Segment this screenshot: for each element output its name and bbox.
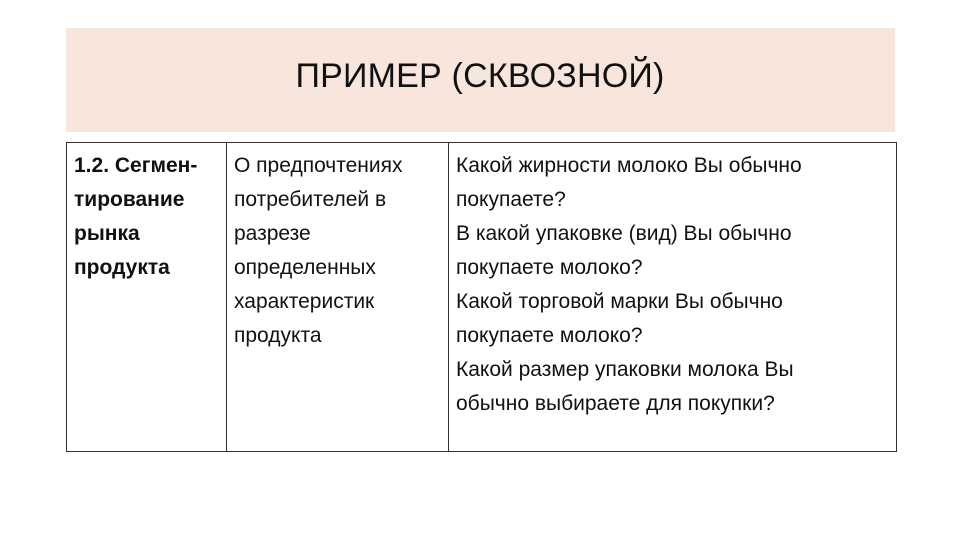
question-line: покупаете молоко? [456, 324, 643, 347]
preferences-line: О предпочтениях [234, 154, 403, 177]
question-line: Какой торговой марки Вы обычно [456, 290, 783, 313]
preferences-line: разрезе [234, 222, 311, 245]
question-line: Какой жирности молоко Вы обычно [456, 154, 802, 177]
segment-line: 1.2. Сегмен- [74, 154, 198, 177]
question-line: Какой размер упаковки молока Вы [456, 358, 794, 381]
segment-cell [67, 143, 227, 452]
question-line: обычно выбираете для покупки? [456, 392, 775, 415]
question-line: покупаете молоко? [456, 256, 643, 279]
example-table [66, 142, 897, 452]
preferences-line: характеристик [234, 290, 375, 313]
preferences-line: определенных [234, 256, 376, 279]
segment-line: рынка [74, 222, 140, 245]
table-row [67, 143, 897, 452]
slide-title: ПРИМЕР (СКВОЗНОЙ) [295, 57, 665, 95]
questions-cell [449, 143, 897, 452]
preferences-line: продукта [234, 324, 322, 347]
segment-line: тирование [74, 188, 185, 211]
question-line: В какой упаковке (вид) Вы обычно [456, 222, 792, 245]
question-line: покупаете? [456, 188, 566, 211]
segment-line: продукта [74, 256, 170, 279]
preferences-cell [227, 143, 449, 452]
preferences-line: потребителей в [234, 188, 387, 211]
